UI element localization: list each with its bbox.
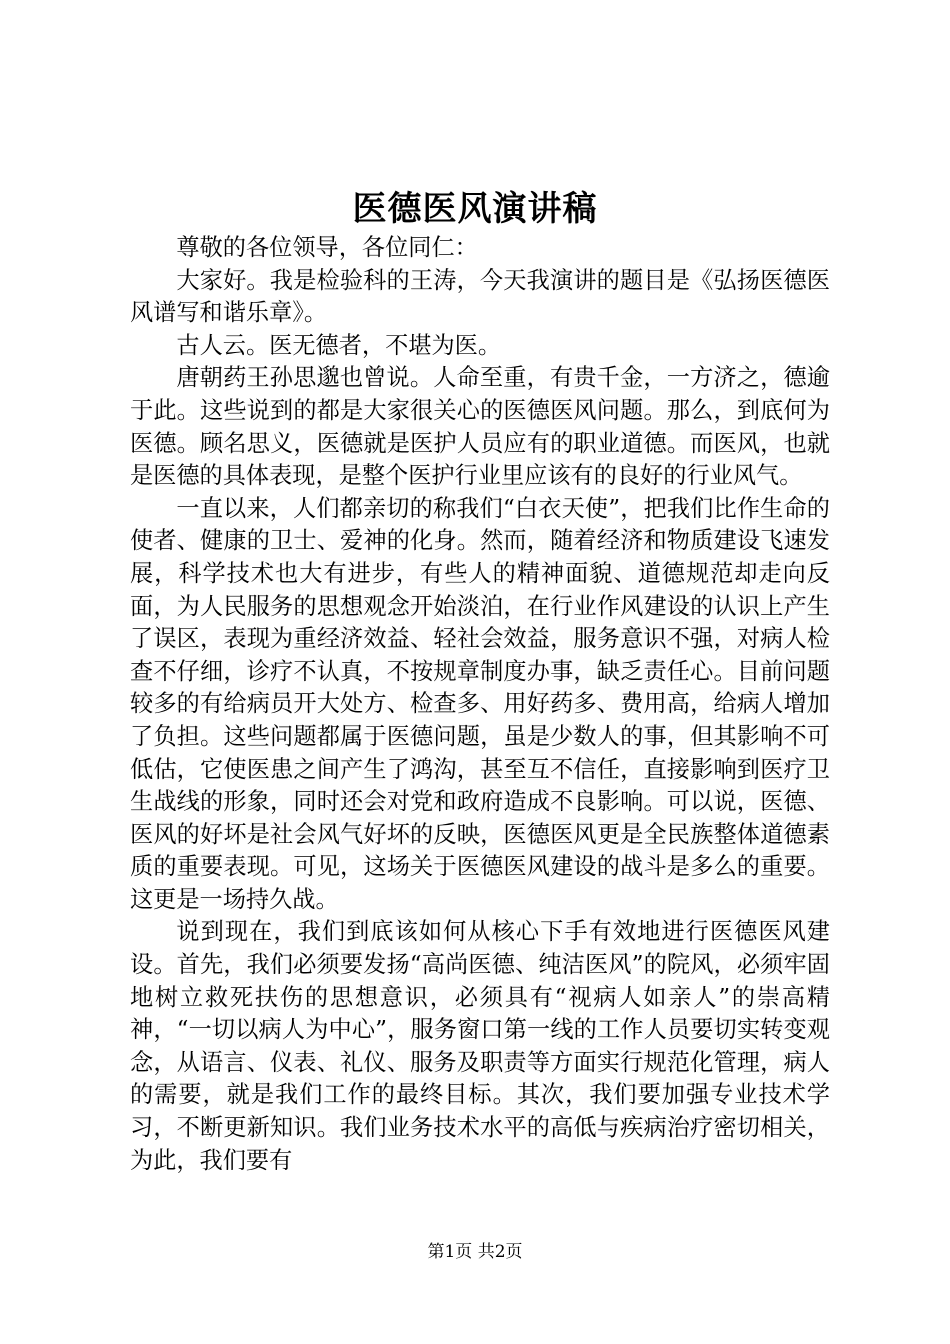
- paragraph-greeting: 大家好。我是检验科的王涛，今天我演讲的题目是《弘扬医德医风谱写和谐乐章》。: [130, 266, 830, 327]
- paragraph-quote: 古人云。医无德者，不堪为医。: [176, 331, 502, 359]
- paragraph-definition: 唐朝药王孙思邈也曾说。人命至重，有贵千金，一方济之，德逾于此。这些说到的都是大家很关心的医德医风问题。那么，到底何为医德。顾名思义，医德就是医护人员应有的职业道德。而医风，也就是医德的具体表现，是整个医护行业里应该有的良好的行业风气。: [130, 364, 830, 490]
- document-title: 医德医风演讲稿: [352, 189, 598, 229]
- page-number-footer: 第1页 共2页: [427, 1242, 523, 1262]
- paragraph-salutation: 尊敬的各位领导，各位同仁：: [176, 234, 478, 261]
- paragraph-problems: 一直以来，人们都亲切的称我们“白衣天使”，把我们比作生命的使者、健康的卫士、爱神的化身。然而，随着经济和物质建设飞速发展，科学技术也大有进步，有些人的精神面貌、道德规范却走向反面，为人民服务的思想观念开始淡泊，在行业作风建设的认识上产生了误区，表现为重经济效益、轻社会效益，服务意识不强，对病人检查不仔细，诊疗不认真，不按规章制度办事，缺乏责任心。目前问题较多的有给病员开大处方、检查多、用好药多、费用高，给病人增加了负担。这些问题都属于医德问题，虽是少数人的事，但其影响不可低估，它使医患之间产生了鸿沟，甚至互不信任，直接影响到医疗卫生战线的形象，同时还会对党和政府造成不良影响。可以说，医德、医风的好坏是社会风气好坏的反映，医德医风更是全民族整体道德素质的重要表现。可见，这场关于医德医风建设的战斗是多么的重要。这更是一场持久战。: [130, 494, 830, 913]
- paragraph-solutions: 说到现在，我们到底该如何从核心下手有效地进行医德医风建设。首先，我们必须要发扬“高尚医德、纯洁医风”的院风，必须牢固地树立救死扶伤的思想意识，必须具有“视病人如亲人”的崇高精神，“一切以病人为中心”，服务窗口第一线的工作人员要切实转变观念，从语言、仪表、礼仪、服务及职责等方面实行规范化管理，病人的需要，就是我们工作的最终目标。其次，我们要加强专业技术学习，不断更新知识。我们业务技术水平的高低与疾病治疗密切相关，为此，我们要有: [130, 918, 830, 1174]
- document-body: [130, 232, 830, 1177]
